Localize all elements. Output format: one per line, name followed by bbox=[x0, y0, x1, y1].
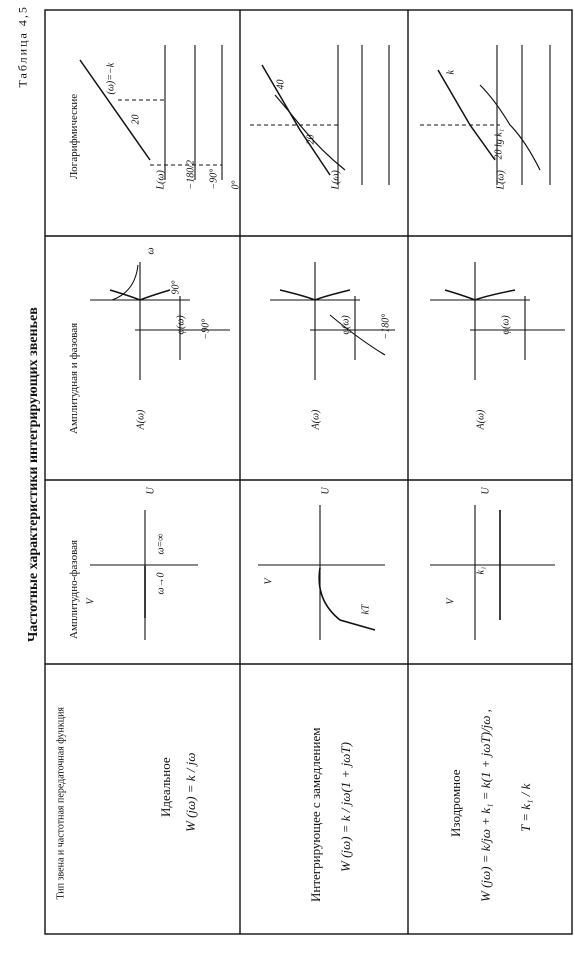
r1-m90: −90° bbox=[200, 318, 212, 340]
row3-name: Изодромное bbox=[448, 769, 463, 837]
table-label: Таблица 4,5 bbox=[15, 5, 30, 88]
row3-A-curve bbox=[445, 290, 515, 300]
row1-nyquist bbox=[90, 510, 198, 640]
row2-log-chart bbox=[250, 45, 389, 185]
r1-phi: φ(ω) bbox=[175, 315, 187, 335]
r3-U: U bbox=[480, 487, 492, 495]
r1-m90b: −90° bbox=[208, 168, 220, 190]
header-col3: Амплитудная и фазовая bbox=[68, 322, 80, 434]
r2-U: U bbox=[320, 487, 332, 495]
row2-amp-phase bbox=[270, 262, 395, 380]
header-col2: Амплитудно-фазовая bbox=[68, 539, 80, 639]
r1-U: U bbox=[145, 487, 157, 495]
r2-V: V bbox=[263, 578, 275, 585]
row2-nyquist-curve bbox=[319, 568, 375, 630]
r1-20: 20 bbox=[130, 114, 142, 125]
r3-V: V bbox=[445, 598, 457, 605]
r1-L: L(ω) bbox=[155, 170, 167, 190]
row3-extra: T = k₁ / k bbox=[518, 783, 533, 832]
row1-name: Идеальное bbox=[158, 757, 173, 817]
r1-m180x: −180/2 bbox=[185, 159, 197, 190]
row3-phi-curve bbox=[480, 85, 540, 170]
r2-20: 20 bbox=[305, 134, 317, 145]
row1-formula: W (jω) = k / jω bbox=[183, 752, 198, 832]
r2-phi: φ(ω) bbox=[340, 315, 352, 335]
r3-L: L(ω) bbox=[495, 170, 507, 190]
header-col4: Логарифмические bbox=[68, 93, 80, 179]
r1-slope: (ω)=−k bbox=[105, 62, 117, 95]
r2-40: 40 bbox=[275, 79, 287, 90]
r2-kT: kT bbox=[360, 604, 372, 615]
r1-omega0: ω→0 bbox=[155, 572, 167, 595]
r3-phi: φ(ω) bbox=[500, 315, 512, 335]
row1-log-chart bbox=[80, 45, 222, 180]
table-title: Частотные характеристики интегрирующих звеньев bbox=[26, 307, 41, 642]
r3-k: k bbox=[445, 70, 457, 75]
r1-omega-a: ω bbox=[145, 247, 157, 255]
row3-nyquist bbox=[430, 505, 555, 640]
row3-amp-phase bbox=[430, 262, 565, 380]
r1-A: A(ω) bbox=[135, 409, 147, 430]
row3-formula: W (jω) = k/jω + k₁ = k(1 + jωT)/jω , bbox=[478, 709, 493, 902]
r1-90: 90° bbox=[170, 280, 182, 295]
r1-omega-inf: ω=∞ bbox=[155, 533, 167, 555]
r2-A: A(ω) bbox=[310, 409, 322, 430]
r3-20lg: 20 lg k₁ bbox=[493, 128, 505, 160]
r3-A: A(ω) bbox=[475, 409, 487, 430]
row2-formula: W (jω) = k / jω(1 + jωT) bbox=[338, 742, 353, 872]
r1-V: V bbox=[85, 598, 97, 605]
r3-k1: k₁ bbox=[475, 566, 487, 575]
row3-log-chart bbox=[420, 45, 550, 185]
r2-180: −180° bbox=[380, 313, 392, 340]
r2-L: L(ω) bbox=[330, 170, 342, 190]
row2-nyquist bbox=[258, 505, 385, 640]
r1-0: 0° bbox=[230, 180, 242, 190]
row2-name: Интегрирующее с замедлением bbox=[308, 727, 323, 902]
row3-L-line bbox=[438, 70, 495, 160]
header-col1: Тип звена и частотная передаточная функция bbox=[55, 706, 67, 900]
